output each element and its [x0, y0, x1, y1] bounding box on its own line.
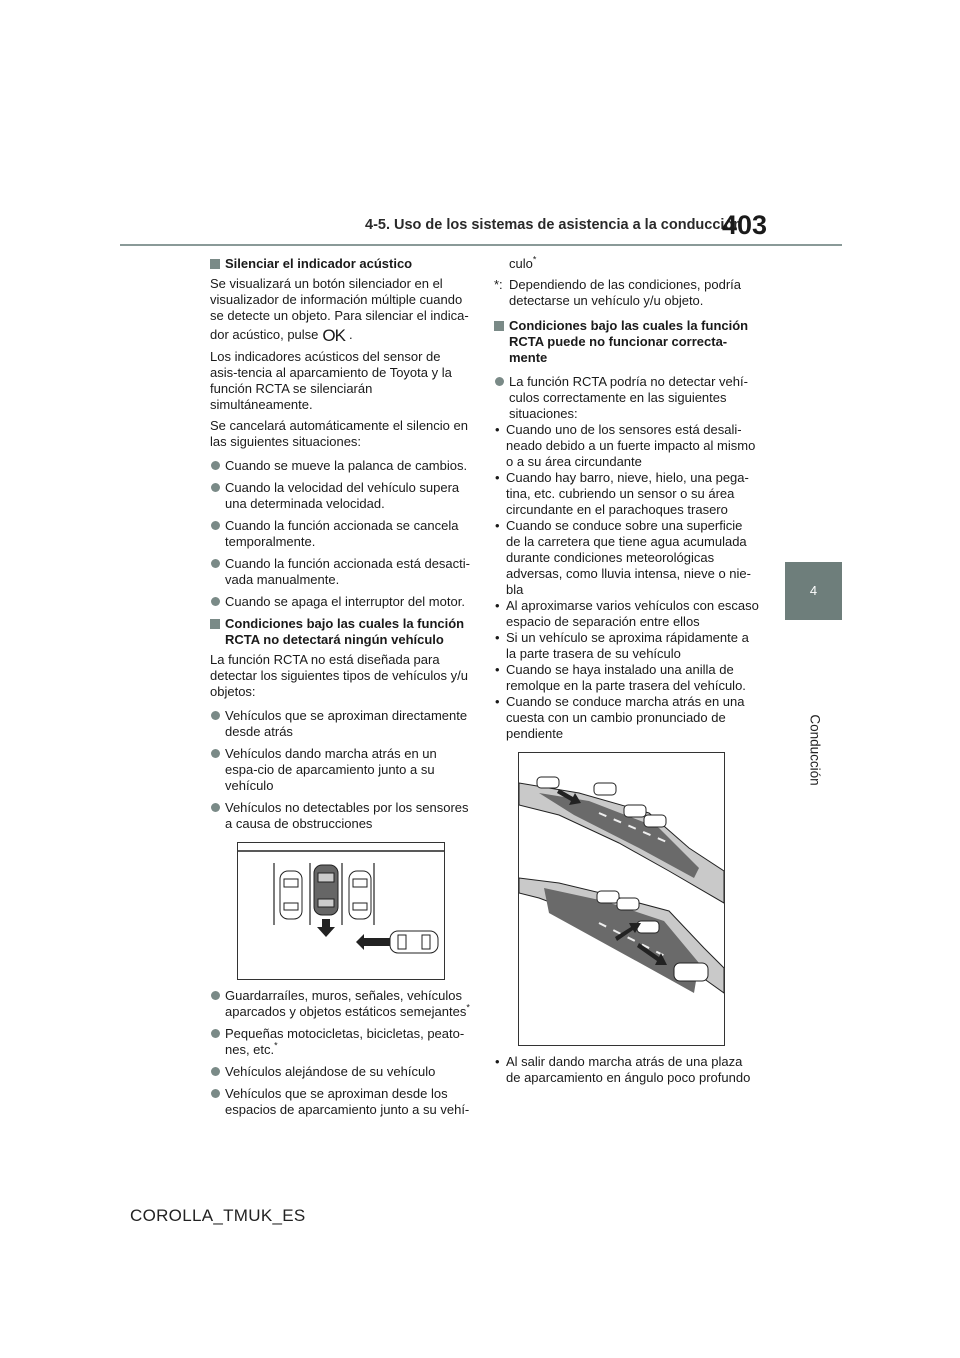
- bullet-text: Pequeñas motocicletas, bicicletas, peato-nes, etc.: [225, 1026, 465, 1057]
- sub-item: • Al salir dando marcha atrás de una plaza de aparcamiento en ángulo poco profundo: [494, 1054, 760, 1086]
- heading-no-detect: Condiciones bajo las cuales la función RCTA no detectará ningún vehículo: [210, 616, 470, 648]
- document-code: COROLLA_TMUK_ES: [130, 1206, 306, 1225]
- left-column: [210, 256, 470, 1124]
- parking-diagram: [238, 843, 444, 979]
- paragraph-ok: [210, 327, 470, 344]
- header-rule: [120, 244, 842, 246]
- footnote-prefix: *:: [494, 277, 503, 292]
- sub-item: • Cuando se haya instalado una anilla de remolque en la parte trasera del vehículo.: [494, 662, 760, 694]
- sub-item: • Cuando hay barro, nieve, hielo, una pega-tina, etc. cubriendo un sensor o su área circundante en el parachoques trasero: [494, 470, 760, 518]
- paragraph: Se cancelará automáticamente el silencio en las siguientes situaciones:: [210, 418, 468, 449]
- bullet-item: Vehículos que se aproximan desde los espacios de aparcamiento junto a su vehí-: [210, 1086, 470, 1118]
- paragraph-text: dor acústico, pulse: [210, 327, 319, 342]
- bullet-item: Cuando la velocidad del vehículo supera una determinada velocidad.: [210, 480, 470, 512]
- sub-item: • Cuando uno de los sensores está desali-neado debido a un fuerte impacto al mismo o a su área circundante: [494, 422, 760, 470]
- bullet-item: Cuando la función accionada está desacti-vada manualmente.: [210, 556, 470, 588]
- footnote-marker: *: [532, 254, 537, 265]
- bullet-item: Cuando la función accionada se cancela temporalmente.: [210, 518, 470, 550]
- sub-item: • Si un vehículo se aproxima rápidamente a la parte trasera de su vehículo: [494, 630, 760, 662]
- footnote: [494, 277, 760, 309]
- footnote-text: Dependiendo de las condiciones, podría detectarse un vehículo y/u objeto.: [509, 277, 742, 308]
- footnote-marker: *: [466, 1002, 470, 1013]
- chapter-tab[interactable]: 4: [785, 562, 842, 620]
- bullet-item: Cuando se mueve la palanca de cambios.: [210, 458, 470, 474]
- sub-item: • Cuando se conduce sobre una superficie de la carretera que tiene agua acumulada durante condiciones meteorológicas adversas, como lluvia intensa, nieve o nie-bla: [494, 518, 760, 598]
- sub-item: • Cuando se conduce marcha atrás en una cuesta con un cambio pronunciado de pendiente: [494, 694, 760, 742]
- bullet-item: Vehículos alejándose de su vehículo: [210, 1064, 470, 1080]
- road-illustration: [518, 752, 725, 1046]
- heading-may-not-work: Condiciones bajo las cuales la función RCTA puede no funcionar correcta-mente: [494, 318, 760, 366]
- parking-illustration: [237, 842, 445, 980]
- bullet-item: Vehículos dando marcha atrás en un espa-cio de aparcamiento junto a su vehículo: [210, 746, 470, 794]
- paragraph: La función RCTA no está diseñada para detectar los siguientes tipos de vehículos y/u objetos:: [210, 652, 468, 699]
- right-column: [494, 256, 760, 1086]
- section-title: 4-5. Uso de los sistemas de asistencia a la conducción: [365, 217, 743, 233]
- chapter-label: Conducción: [807, 714, 823, 786]
- heading-silence: Silenciar el indicador acústico: [210, 256, 470, 272]
- bullet-item: Vehículos no detectables por los sensores a causa de obstrucciones: [210, 800, 470, 832]
- bullet-item: La función RCTA podría no detectar vehí-culos correctamente en las siguientes situaciones:: [494, 374, 760, 422]
- bullet-item: Vehículos que se aproximan directamente desde atrás: [210, 708, 470, 740]
- footnote-marker: *: [274, 1040, 278, 1051]
- sub-item: • Al aproximarse varios vehículos con escaso espacio de separación entre ellos: [494, 598, 760, 630]
- chapter-side-label: [805, 700, 825, 800]
- continuation-text: [494, 256, 760, 272]
- bullet-text: Guardarraíles, muros, señales, vehículos aparcados y objetos estáticos semejantes: [225, 988, 467, 1019]
- bullet-item: [210, 1026, 470, 1058]
- continuation-word: culo: [509, 256, 533, 271]
- paragraph-text: .: [348, 327, 353, 342]
- bullet-item: [210, 988, 470, 1020]
- page-number: 403: [722, 210, 768, 240]
- paragraph: Los indicadores acústicos del sensor de asis-tencia al aparcamiento de Toyota y la función RCTA se silenciarán simultáneamente.: [210, 349, 452, 412]
- ok-button-icon: OK: [322, 326, 345, 345]
- paragraph: Se visualizará un botón silenciador en el visualizador de información múltiple cuando se detecte un objeto. Para silenciar el indica-: [210, 276, 469, 323]
- bullet-item: Cuando se apaga el interruptor del motor.: [210, 594, 470, 610]
- road-diagram: [519, 753, 724, 1045]
